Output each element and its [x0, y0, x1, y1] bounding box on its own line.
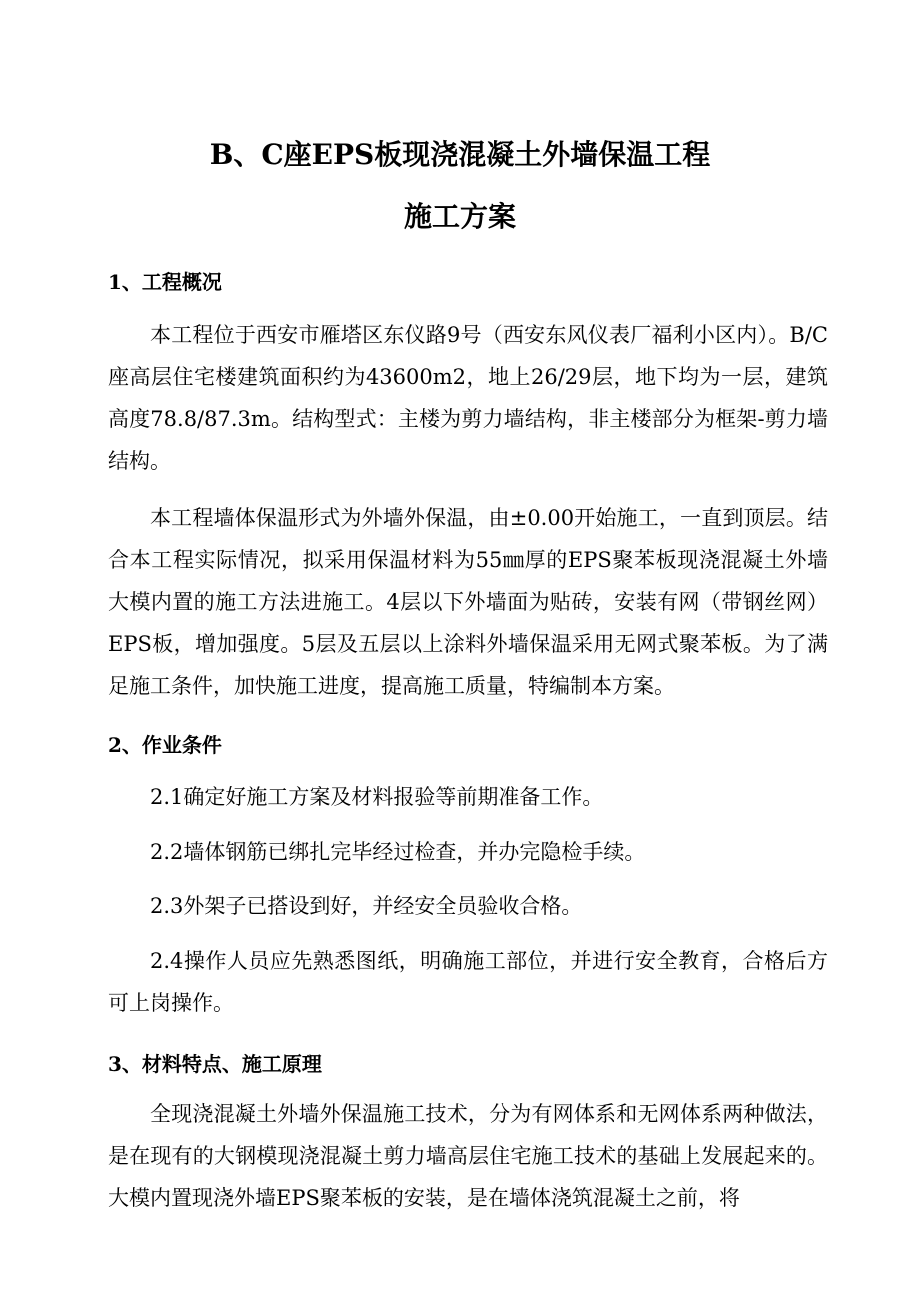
section-2-item-2: 2.2墙体钢筋已绑扎完毕经过检查，并办完隐检手续。: [150, 840, 646, 864]
section-1-paragraph-2: 本工程墙体保温形式为外墙外保温，由±0.00开始施工，一直到顶层。结合本工程实际情况，拟采用保温材料为55㎜厚的EPS聚苯板现浇混凝土外墙大模内置的施工方法进施工。4层以下外墙面为贴砖，安装有网（带钢丝网）EPS板，增加强度。5层及五层以上涂料外墙保温采用无网式聚苯板。为了满足施工条件，加快施工进度，提高施工质量，特编制本方案。: [108, 506, 828, 698]
section-heading-2: 2、作业条件: [108, 733, 222, 757]
section-heading-3: 3、材料特点、施工原理: [108, 1052, 322, 1076]
section-2-item-3: 2.3外架子已搭设到好，并经安全员验收合格。: [150, 894, 583, 918]
section-heading-1: 1、工程概况: [108, 270, 222, 294]
section-3-paragraph-1: 全现浇混凝土外墙外保温施工技术，分为有网体系和无网体系两种做法，是在现有的大钢模现浇混凝土剪力墙高层住宅施工技术的基础上发展起来的。大模内置现浇外墙EPS聚苯板的安装，是在墙体浇筑混凝土之前，将: [108, 1102, 828, 1210]
document-subtitle: 施工方案: [403, 200, 516, 233]
section-1-paragraph-1: 本工程位于西安市雁塔区东仪路9号（西安东风仪表厂福利小区内）。B/C座高层住宅楼建筑面积约为43600m2，地上26/29层，地下均为一层，建筑高度78.8/87.3m。结构型式：主楼为剪力墙结构，非主楼部分为框架-剪力墙结构。: [108, 323, 828, 473]
section-2-item-1: 2.1确定好施工方案及材料报验等前期准备工作。: [150, 785, 604, 809]
document-title: B、C座EPS板现浇混凝土外墙保温工程: [209, 138, 711, 171]
section-2-item-4: 2.4操作人员应先熟悉图纸，明确施工部位，并进行安全教育，合格后方可上岗操作。: [108, 949, 828, 1015]
